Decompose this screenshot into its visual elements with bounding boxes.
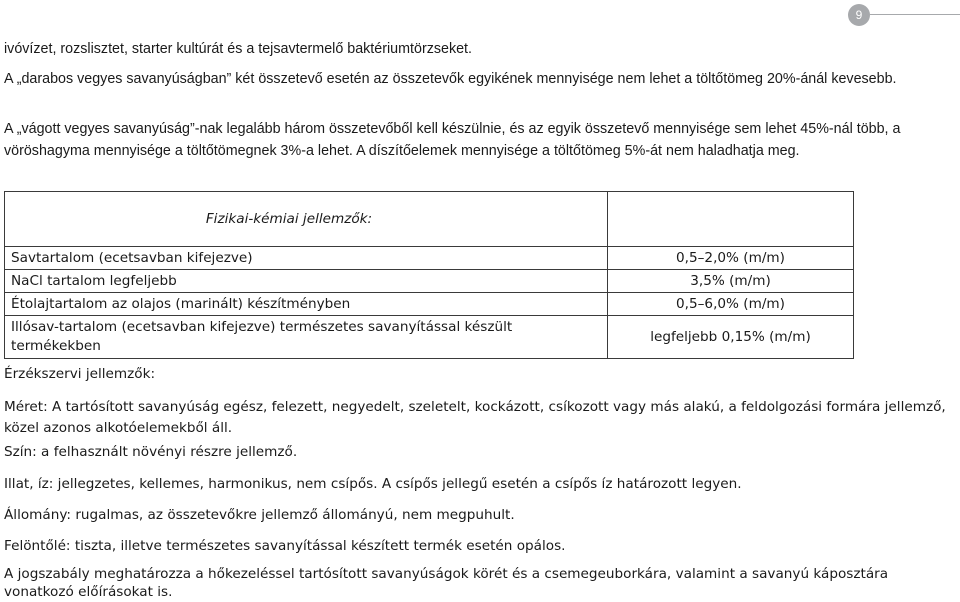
table-row — [5, 270, 854, 293]
page-number — [848, 4, 870, 26]
intro-paragraph-2: A „darabos vegyes savanyúságban” két összetevő esetén az összetevők egyikének mennyisége nem lehet a töltőtömeg 20%-ánál kevesebb. — [4, 71, 897, 87]
row-label: Savtartalom (ecetsavban kifejezve) — [5, 247, 608, 270]
color-paragraph: Szín: a felhasznált növényi részre jellemző. — [4, 444, 298, 460]
intro-paragraph-1: ivóvízet, rozslisztet, starter kultúrát és a tejsavtermelő baktériumtörzseket. — [4, 41, 472, 57]
row-label: NaCl tartalom legfeljebb — [5, 270, 608, 293]
table-row — [5, 293, 854, 316]
sensory-heading: Érzékszervi jellemzők: — [4, 366, 156, 382]
table-header: Fizikai-kémiai jellemzők: — [5, 192, 608, 247]
row-value: 0,5–6,0% (m/m) — [608, 293, 854, 316]
physicochemical-table — [4, 191, 854, 359]
intro-paragraph-3: A „vágott vegyes savanyúság”-nak legalább három összetevőből kell készülnie, és az egyik összetevő mennyisége sem lehet 45%-nál több, a vöröshagyma mennyisége a töltőtömegnek 3%-a lehet. A díszítőelemek mennyisége a töltőtömeg 5%-át nem haladhatja meg. — [4, 121, 901, 159]
table-row — [5, 247, 854, 270]
row-value: 0,5–2,0% (m/m) — [608, 247, 854, 270]
row-value: legfeljebb 0,15% (m/m) — [608, 316, 854, 359]
table-row — [5, 316, 854, 359]
row-label: Étolajtartalom az olajos (marinált) készítményben — [5, 293, 608, 316]
table-header-empty-cell — [608, 192, 854, 247]
table-header-row — [5, 192, 854, 247]
page-number-text: 9 — [855, 8, 863, 22]
page-header-rule — [870, 14, 960, 15]
brine-paragraph: Felöntőlé: tiszta, illetve természetes savanyítással készített termék esetén opálos. — [4, 538, 566, 554]
size-paragraph: Méret: A tartósított savanyúság egész, felezett, negyedelt, szeletelt, kockázott, csíkozott vagy más alakú, a feldolgozási formára jellemző, közel azonos alkotóelemekből áll. — [4, 399, 946, 436]
row-value: 3,5% (m/m) — [608, 270, 854, 293]
texture-paragraph: Állomány: rugalmas, az összetevőkre jellemző állományú, nem megpuhult. — [4, 507, 515, 523]
row-label: Illósav-tartalom (ecetsavban kifejezve) természetes savanyítással készült termékekben — [5, 316, 608, 359]
closing-paragraph: A jogszabály meghatározza a hőkezeléssel tartósított savanyúságok körét és a csemegeuborkára, valamint a savanyú káposztára vonatkozó előírásokat is. — [4, 566, 889, 600]
odor-taste-paragraph: Illat, íz: jellegzetes, kellemes, harmonikus, nem csípős. A csípős jellegű esetén a csípős íz határozott legyen. — [4, 476, 742, 492]
